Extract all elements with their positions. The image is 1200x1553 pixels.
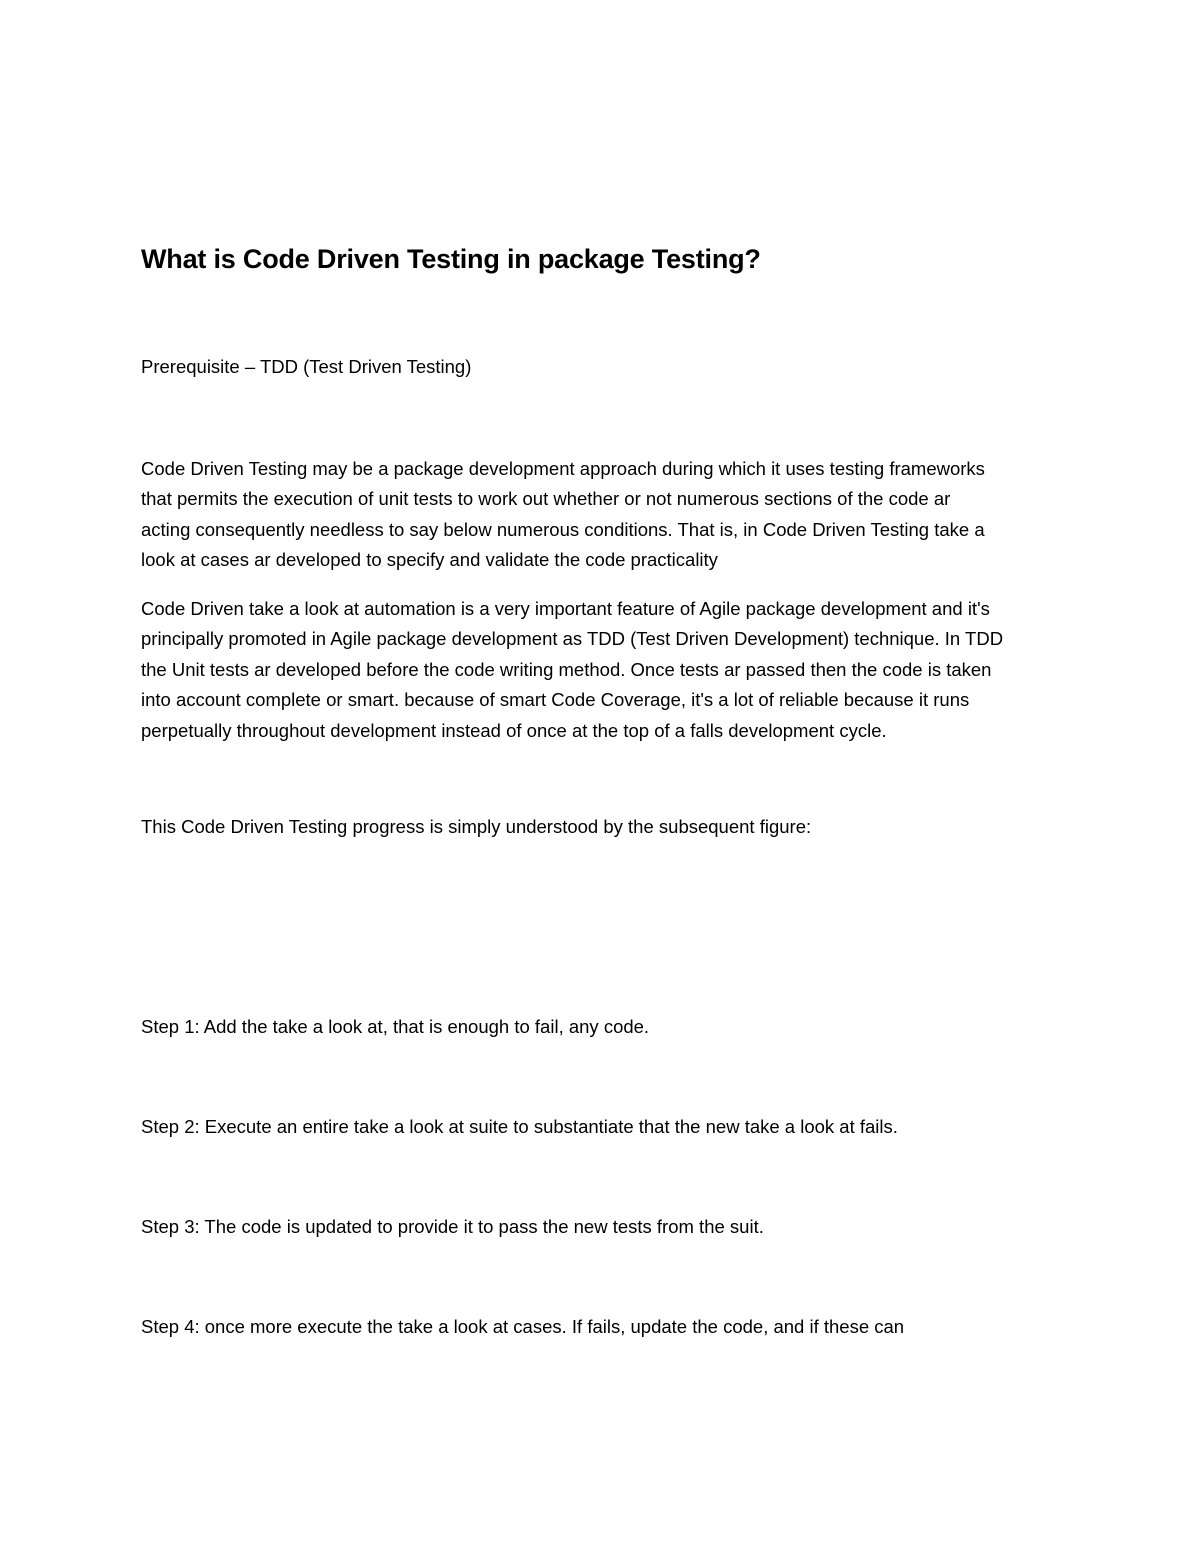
step-2: Step 2: Execute an entire take a look at suite to substantiate that the new take a look at fails. <box>141 1116 898 1137</box>
paragraph-line: look at cases ar developed to specify and validate the code practicality <box>141 549 718 571</box>
paragraph-line: Code Driven Testing may be a package development approach during which it uses testing frameworks <box>141 458 985 479</box>
paragraph-line: into account complete or smart. because of smart Code Coverage, it's a lot of reliable because it runs <box>141 689 970 711</box>
page-title: What is Code Driven Testing in package Testing? <box>141 244 761 274</box>
paragraph-line: acting consequently needless to say below numerous conditions. That is, in Code Driven Testing take a <box>141 518 985 540</box>
automation-paragraph <box>141 594 1003 746</box>
figure-intro-text: This Code Driven Testing progress is simply understood by the subsequent figure: <box>141 816 812 837</box>
step-4: Step 4: once more execute the take a look at cases. If fails, update the code, and if these can <box>141 1316 905 1337</box>
paragraph-line: perpetually throughout development instead of once at the top of a falls development cycle. <box>141 719 887 741</box>
intro-paragraph <box>141 454 985 576</box>
paragraph-line: Code Driven take a look at automation is a very important feature of Agile package development and it's <box>141 598 990 619</box>
prerequisite-line: Prerequisite – TDD (Test Driven Testing) <box>141 356 472 377</box>
paragraph-line: principally promoted in Agile package development as TDD (Test Driven Development) technique. In TDD <box>141 628 1004 650</box>
step-3: Step 3: The code is updated to provide it to pass the new tests from the suit. <box>141 1216 764 1237</box>
paragraph-line: that permits the execution of unit tests to work out whether or not numerous sections of the code ar <box>141 488 951 510</box>
step-1: Step 1: Add the take a look at, that is enough to fail, any code. <box>141 1016 650 1037</box>
paragraph-line: the Unit tests ar developed before the code writing method. Once tests ar passed then the code is taken <box>141 658 992 680</box>
